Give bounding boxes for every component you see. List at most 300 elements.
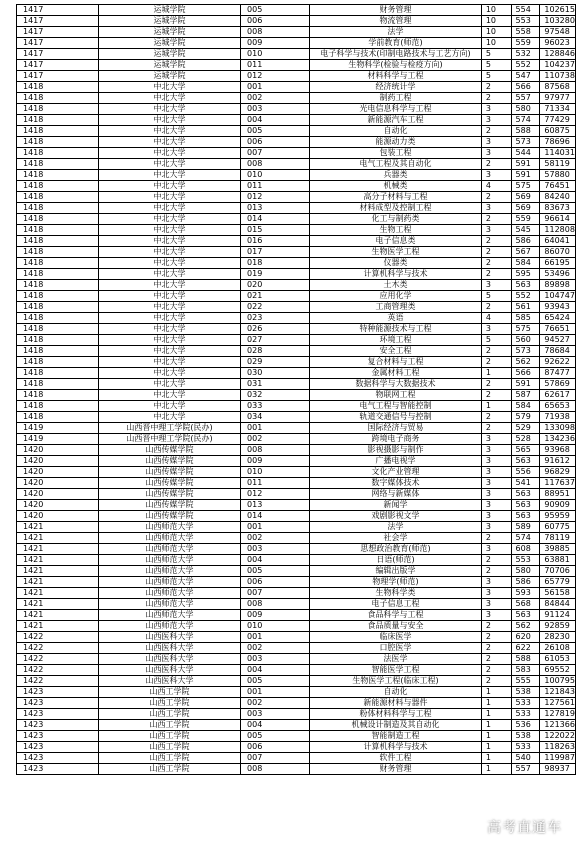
major-code-cell: 001 (241, 687, 310, 698)
major-code-cell: 002 (241, 434, 310, 445)
major-code-cell: 017 (241, 247, 310, 258)
major-name-cell: 食品质量与安全 (310, 621, 482, 632)
min-rank-cell: 134236 (540, 434, 576, 445)
table-row (17, 280, 576, 291)
min-score-cell: 573 (511, 346, 540, 357)
school-code-cell: 1418 (17, 346, 99, 357)
plan-count-cell: 2 (481, 379, 511, 390)
table-row (17, 731, 576, 742)
major-name-cell: 经济统计学 (310, 82, 482, 93)
min-score-cell: 587 (511, 390, 540, 401)
major-name-cell: 兵器类 (310, 170, 482, 181)
major-code-cell: 008 (241, 445, 310, 456)
min-rank-cell: 95959 (540, 511, 576, 522)
table-row (17, 577, 576, 588)
table-row (17, 258, 576, 269)
min-rank-cell: 78684 (540, 346, 576, 357)
min-score-cell: 562 (511, 357, 540, 368)
major-code-cell: 009 (241, 610, 310, 621)
major-code-cell: 013 (241, 203, 310, 214)
major-code-cell: 011 (241, 60, 310, 71)
plan-count-cell: 5 (481, 49, 511, 60)
school-code-cell: 1421 (17, 533, 99, 544)
school-name-cell: 山西传媒学院 (99, 467, 241, 478)
plan-count-cell: 5 (481, 335, 511, 346)
school-name-cell: 中北大学 (99, 401, 241, 412)
school-code-cell: 1418 (17, 280, 99, 291)
school-code-cell: 1423 (17, 731, 99, 742)
school-name-cell: 山西师范大学 (99, 555, 241, 566)
school-code-cell: 1418 (17, 82, 99, 93)
school-name-cell: 中北大学 (99, 214, 241, 225)
plan-count-cell: 2 (481, 346, 511, 357)
school-name-cell: 山西医科大学 (99, 676, 241, 687)
major-name-cell: 特种能源技术与工程 (310, 324, 482, 335)
table-row (17, 599, 576, 610)
table-row (17, 203, 576, 214)
major-code-cell: 027 (241, 335, 310, 346)
school-name-cell: 中北大学 (99, 335, 241, 346)
plan-count-cell: 2 (481, 676, 511, 687)
major-code-cell: 012 (241, 489, 310, 500)
min-rank-cell: 93968 (540, 445, 576, 456)
min-score-cell: 589 (511, 522, 540, 533)
school-code-cell: 1420 (17, 467, 99, 478)
major-code-cell: 022 (241, 302, 310, 313)
min-rank-cell: 112808 (540, 225, 576, 236)
min-rank-cell: 26108 (540, 643, 576, 654)
min-rank-cell: 89898 (540, 280, 576, 291)
min-rank-cell: 104747 (540, 291, 576, 302)
school-code-cell: 1418 (17, 368, 99, 379)
school-code-cell: 1418 (17, 379, 99, 390)
school-name-cell: 山西医科大学 (99, 632, 241, 643)
plan-count-cell: 3 (481, 610, 511, 621)
major-name-cell: 计算机科学与技术 (310, 269, 482, 280)
plan-count-cell: 3 (481, 203, 511, 214)
school-code-cell: 1421 (17, 522, 99, 533)
plan-count-cell: 3 (481, 324, 511, 335)
min-rank-cell: 92859 (540, 621, 576, 632)
table-row (17, 533, 576, 544)
min-score-cell: 544 (511, 148, 540, 159)
school-name-cell: 中北大学 (99, 313, 241, 324)
school-code-cell: 1418 (17, 159, 99, 170)
school-code-cell: 1418 (17, 313, 99, 324)
min-score-cell: 579 (511, 412, 540, 423)
table-row (17, 82, 576, 93)
plan-count-cell: 2 (481, 654, 511, 665)
plan-count-cell: 4 (481, 181, 511, 192)
school-code-cell: 1418 (17, 192, 99, 203)
school-code-cell: 1419 (17, 434, 99, 445)
plan-count-cell: 1 (481, 368, 511, 379)
min-rank-cell: 128846 (540, 49, 576, 60)
major-code-cell: 019 (241, 269, 310, 280)
school-name-cell: 山西医科大学 (99, 654, 241, 665)
school-name-cell: 山西传媒学院 (99, 511, 241, 522)
major-name-cell: 轨道交通信号与控制 (310, 412, 482, 423)
min-rank-cell: 98937 (540, 764, 576, 775)
min-rank-cell: 121843 (540, 687, 576, 698)
plan-count-cell: 3 (481, 478, 511, 489)
table-row (17, 324, 576, 335)
major-code-cell: 008 (241, 27, 310, 38)
school-code-cell: 1420 (17, 456, 99, 467)
school-name-cell: 山西工学院 (99, 742, 241, 753)
table-row (17, 390, 576, 401)
min-score-cell: 573 (511, 137, 540, 148)
school-code-cell: 1417 (17, 27, 99, 38)
major-name-cell: 新能源汽车工程 (310, 115, 482, 126)
major-code-cell: 005 (241, 731, 310, 742)
school-code-cell: 1418 (17, 302, 99, 313)
school-name-cell: 中北大学 (99, 357, 241, 368)
major-code-cell: 006 (241, 16, 310, 27)
min-score-cell: 558 (511, 27, 540, 38)
plan-count-cell: 1 (481, 731, 511, 742)
school-name-cell: 中北大学 (99, 203, 241, 214)
major-name-cell: 网络与新媒体 (310, 489, 482, 500)
min-score-cell: 556 (511, 467, 540, 478)
major-code-cell: 032 (241, 390, 310, 401)
school-name-cell: 山西师范大学 (99, 610, 241, 621)
school-code-cell: 1418 (17, 214, 99, 225)
major-code-cell: 005 (241, 676, 310, 687)
major-name-cell: 智能医学工程 (310, 665, 482, 676)
school-code-cell: 1418 (17, 137, 99, 148)
school-code-cell: 1421 (17, 555, 99, 566)
table-row (17, 192, 576, 203)
min-score-cell: 562 (511, 621, 540, 632)
major-name-cell: 新闻学 (310, 500, 482, 511)
major-code-cell: 013 (241, 500, 310, 511)
min-rank-cell: 121366 (540, 720, 576, 731)
major-name-cell: 戏剧影视文学 (310, 511, 482, 522)
major-code-cell: 002 (241, 643, 310, 654)
major-code-cell: 002 (241, 698, 310, 709)
plan-count-cell: 2 (481, 566, 511, 577)
min-score-cell: 595 (511, 269, 540, 280)
school-name-cell: 山西师范大学 (99, 588, 241, 599)
min-rank-cell: 66195 (540, 258, 576, 269)
major-name-cell: 能源动力类 (310, 137, 482, 148)
min-rank-cell: 60775 (540, 522, 576, 533)
min-score-cell: 563 (511, 280, 540, 291)
min-rank-cell: 65779 (540, 577, 576, 588)
min-score-cell: 565 (511, 445, 540, 456)
school-code-cell: 1417 (17, 71, 99, 82)
plan-count-cell: 3 (481, 280, 511, 291)
min-rank-cell: 86070 (540, 247, 576, 258)
major-name-cell: 物理学(师范) (310, 577, 482, 588)
min-rank-cell: 96614 (540, 214, 576, 225)
major-code-cell: 012 (241, 71, 310, 82)
school-name-cell: 中北大学 (99, 346, 241, 357)
min-score-cell: 555 (511, 676, 540, 687)
table-row (17, 687, 576, 698)
plan-count-cell: 2 (481, 412, 511, 423)
major-code-cell: 029 (241, 357, 310, 368)
school-name-cell: 运城学院 (99, 16, 241, 27)
table-row (17, 159, 576, 170)
min-rank-cell: 53496 (540, 269, 576, 280)
major-code-cell: 001 (241, 423, 310, 434)
major-name-cell: 高分子材料与工程 (310, 192, 482, 203)
major-code-cell: 004 (241, 555, 310, 566)
min-rank-cell: 97977 (540, 93, 576, 104)
min-score-cell: 566 (511, 82, 540, 93)
school-code-cell: 1421 (17, 577, 99, 588)
major-name-cell: 生物医学工程 (310, 247, 482, 258)
plan-count-cell: 2 (481, 357, 511, 368)
school-code-cell: 1423 (17, 698, 99, 709)
table-row (17, 401, 576, 412)
major-code-cell: 009 (241, 456, 310, 467)
school-code-cell: 1420 (17, 478, 99, 489)
major-code-cell: 007 (241, 148, 310, 159)
major-code-cell: 003 (241, 709, 310, 720)
plan-count-cell: 2 (481, 643, 511, 654)
major-code-cell: 005 (241, 566, 310, 577)
min-rank-cell: 56158 (540, 588, 576, 599)
min-rank-cell: 96829 (540, 467, 576, 478)
major-code-cell: 011 (241, 181, 310, 192)
school-code-cell: 1418 (17, 148, 99, 159)
major-code-cell: 008 (241, 159, 310, 170)
min-score-cell: 584 (511, 258, 540, 269)
school-name-cell: 中北大学 (99, 82, 241, 93)
table-row (17, 302, 576, 313)
major-name-cell: 影视摄影与制作 (310, 445, 482, 456)
min-rank-cell: 91612 (540, 456, 576, 467)
major-name-cell: 机械类 (310, 181, 482, 192)
major-name-cell: 仪器类 (310, 258, 482, 269)
major-name-cell: 化工与制药类 (310, 214, 482, 225)
school-name-cell: 中北大学 (99, 302, 241, 313)
school-code-cell: 1418 (17, 269, 99, 280)
major-name-cell: 生物医学工程(临床工程) (310, 676, 482, 687)
major-code-cell: 023 (241, 313, 310, 324)
major-code-cell: 006 (241, 742, 310, 753)
min-score-cell: 622 (511, 643, 540, 654)
min-score-cell: 608 (511, 544, 540, 555)
school-name-cell: 中北大学 (99, 192, 241, 203)
min-score-cell: 585 (511, 313, 540, 324)
major-code-cell: 014 (241, 511, 310, 522)
plan-count-cell: 3 (481, 599, 511, 610)
major-name-cell: 自动化 (310, 687, 482, 698)
school-name-cell: 山西晋中理工学院(民办) (99, 434, 241, 445)
min-score-cell: 591 (511, 170, 540, 181)
min-score-cell: 540 (511, 753, 540, 764)
school-name-cell: 中北大学 (99, 291, 241, 302)
school-code-cell: 1418 (17, 291, 99, 302)
school-name-cell: 中北大学 (99, 225, 241, 236)
plan-count-cell: 3 (481, 104, 511, 115)
school-code-cell: 1418 (17, 225, 99, 236)
major-code-cell: 033 (241, 401, 310, 412)
table-row (17, 753, 576, 764)
major-code-cell: 031 (241, 379, 310, 390)
table-row (17, 115, 576, 126)
plan-count-cell: 1 (481, 401, 511, 412)
major-code-cell: 020 (241, 280, 310, 291)
major-code-cell: 008 (241, 599, 310, 610)
min-rank-cell: 65653 (540, 401, 576, 412)
min-rank-cell: 127561 (540, 698, 576, 709)
table-row (17, 500, 576, 511)
major-name-cell: 计算机科学与技术 (310, 742, 482, 753)
major-name-cell: 物流管理 (310, 16, 482, 27)
major-name-cell: 日语(师范) (310, 555, 482, 566)
major-name-cell: 软件工程 (310, 753, 482, 764)
major-code-cell: 004 (241, 720, 310, 731)
major-code-cell: 021 (241, 291, 310, 302)
min-rank-cell: 127819 (540, 709, 576, 720)
major-name-cell: 环境工程 (310, 335, 482, 346)
min-score-cell: 586 (511, 577, 540, 588)
school-code-cell: 1423 (17, 753, 99, 764)
school-name-cell: 山西传媒学院 (99, 489, 241, 500)
school-name-cell: 山西师范大学 (99, 544, 241, 555)
table-row (17, 489, 576, 500)
min-rank-cell: 114031 (540, 148, 576, 159)
plan-count-cell: 2 (481, 632, 511, 643)
min-rank-cell: 78119 (540, 533, 576, 544)
school-code-cell: 1418 (17, 236, 99, 247)
min-score-cell: 561 (511, 302, 540, 313)
plan-count-cell: 3 (481, 137, 511, 148)
min-rank-cell: 62617 (540, 390, 576, 401)
school-name-cell: 中北大学 (99, 137, 241, 148)
plan-count-cell: 2 (481, 159, 511, 170)
school-name-cell: 中北大学 (99, 115, 241, 126)
min-score-cell: 583 (511, 665, 540, 676)
school-code-cell: 1417 (17, 49, 99, 60)
plan-count-cell: 3 (481, 225, 511, 236)
major-name-cell: 学前教育(师范) (310, 38, 482, 49)
school-name-cell: 山西工学院 (99, 720, 241, 731)
major-name-cell: 复合材料与工程 (310, 357, 482, 368)
min-score-cell: 580 (511, 104, 540, 115)
school-code-cell: 1418 (17, 357, 99, 368)
major-code-cell: 001 (241, 632, 310, 643)
min-score-cell: 533 (511, 742, 540, 753)
min-rank-cell: 118263 (540, 742, 576, 753)
plan-count-cell: 10 (481, 16, 511, 27)
school-name-cell: 中北大学 (99, 368, 241, 379)
school-name-cell: 中北大学 (99, 148, 241, 159)
table-row (17, 445, 576, 456)
min-score-cell: 563 (511, 456, 540, 467)
major-name-cell: 食品科学与工程 (310, 610, 482, 621)
major-name-cell: 数字媒体技术 (310, 478, 482, 489)
school-name-cell: 山西传媒学院 (99, 456, 241, 467)
table-row (17, 654, 576, 665)
table-body (17, 5, 576, 775)
school-name-cell: 中北大学 (99, 269, 241, 280)
table-row (17, 236, 576, 247)
min-rank-cell: 63881 (540, 555, 576, 566)
school-name-cell: 山西师范大学 (99, 599, 241, 610)
plan-count-cell: 3 (481, 434, 511, 445)
school-name-cell: 运城学院 (99, 49, 241, 60)
table-row (17, 247, 576, 258)
min-rank-cell: 28230 (540, 632, 576, 643)
school-code-cell: 1423 (17, 687, 99, 698)
plan-count-cell: 1 (481, 709, 511, 720)
table-row (17, 93, 576, 104)
min-rank-cell: 110738 (540, 71, 576, 82)
table-row (17, 632, 576, 643)
min-rank-cell: 71334 (540, 104, 576, 115)
table-row (17, 434, 576, 445)
min-rank-cell: 71938 (540, 412, 576, 423)
min-score-cell: 591 (511, 159, 540, 170)
major-code-cell: 004 (241, 115, 310, 126)
major-name-cell: 数据科学与大数据技术 (310, 379, 482, 390)
watermark: 高考直通车 (487, 820, 562, 836)
school-name-cell: 山西工学院 (99, 764, 241, 775)
school-code-cell: 1423 (17, 720, 99, 731)
school-name-cell: 中北大学 (99, 379, 241, 390)
plan-count-cell: 3 (481, 489, 511, 500)
table-row (17, 346, 576, 357)
min-score-cell: 533 (511, 709, 540, 720)
min-rank-cell: 94527 (540, 335, 576, 346)
school-name-cell: 中北大学 (99, 390, 241, 401)
min-rank-cell: 102615 (540, 5, 576, 16)
school-name-cell: 山西传媒学院 (99, 445, 241, 456)
table-row (17, 467, 576, 478)
min-score-cell: 559 (511, 38, 540, 49)
major-name-cell: 法学 (310, 27, 482, 38)
school-name-cell: 运城学院 (99, 71, 241, 82)
plan-count-cell: 2 (481, 258, 511, 269)
school-code-cell: 1419 (17, 423, 99, 434)
min-score-cell: 553 (511, 16, 540, 27)
major-code-cell: 018 (241, 258, 310, 269)
min-score-cell: 575 (511, 181, 540, 192)
table-row (17, 720, 576, 731)
min-score-cell: 591 (511, 379, 540, 390)
major-name-cell: 机械设计制造及其自动化 (310, 720, 482, 731)
school-code-cell: 1420 (17, 445, 99, 456)
min-rank-cell: 103280 (540, 16, 576, 27)
school-name-cell: 山西师范大学 (99, 533, 241, 544)
major-code-cell: 014 (241, 214, 310, 225)
major-code-cell: 008 (241, 764, 310, 775)
min-score-cell: 538 (511, 731, 540, 742)
school-name-cell: 中北大学 (99, 170, 241, 181)
school-name-cell: 中北大学 (99, 236, 241, 247)
min-rank-cell: 84844 (540, 599, 576, 610)
table-row (17, 357, 576, 368)
major-code-cell: 015 (241, 225, 310, 236)
plan-count-cell: 3 (481, 456, 511, 467)
plan-count-cell: 2 (481, 423, 511, 434)
table-row (17, 126, 576, 137)
min-score-cell: 584 (511, 401, 540, 412)
table-row (17, 313, 576, 324)
school-name-cell: 运城学院 (99, 5, 241, 16)
major-name-cell: 制药工程 (310, 93, 482, 104)
plan-count-cell: 5 (481, 291, 511, 302)
school-name-cell: 运城学院 (99, 27, 241, 38)
school-code-cell: 1418 (17, 115, 99, 126)
min-score-cell: 563 (511, 511, 540, 522)
